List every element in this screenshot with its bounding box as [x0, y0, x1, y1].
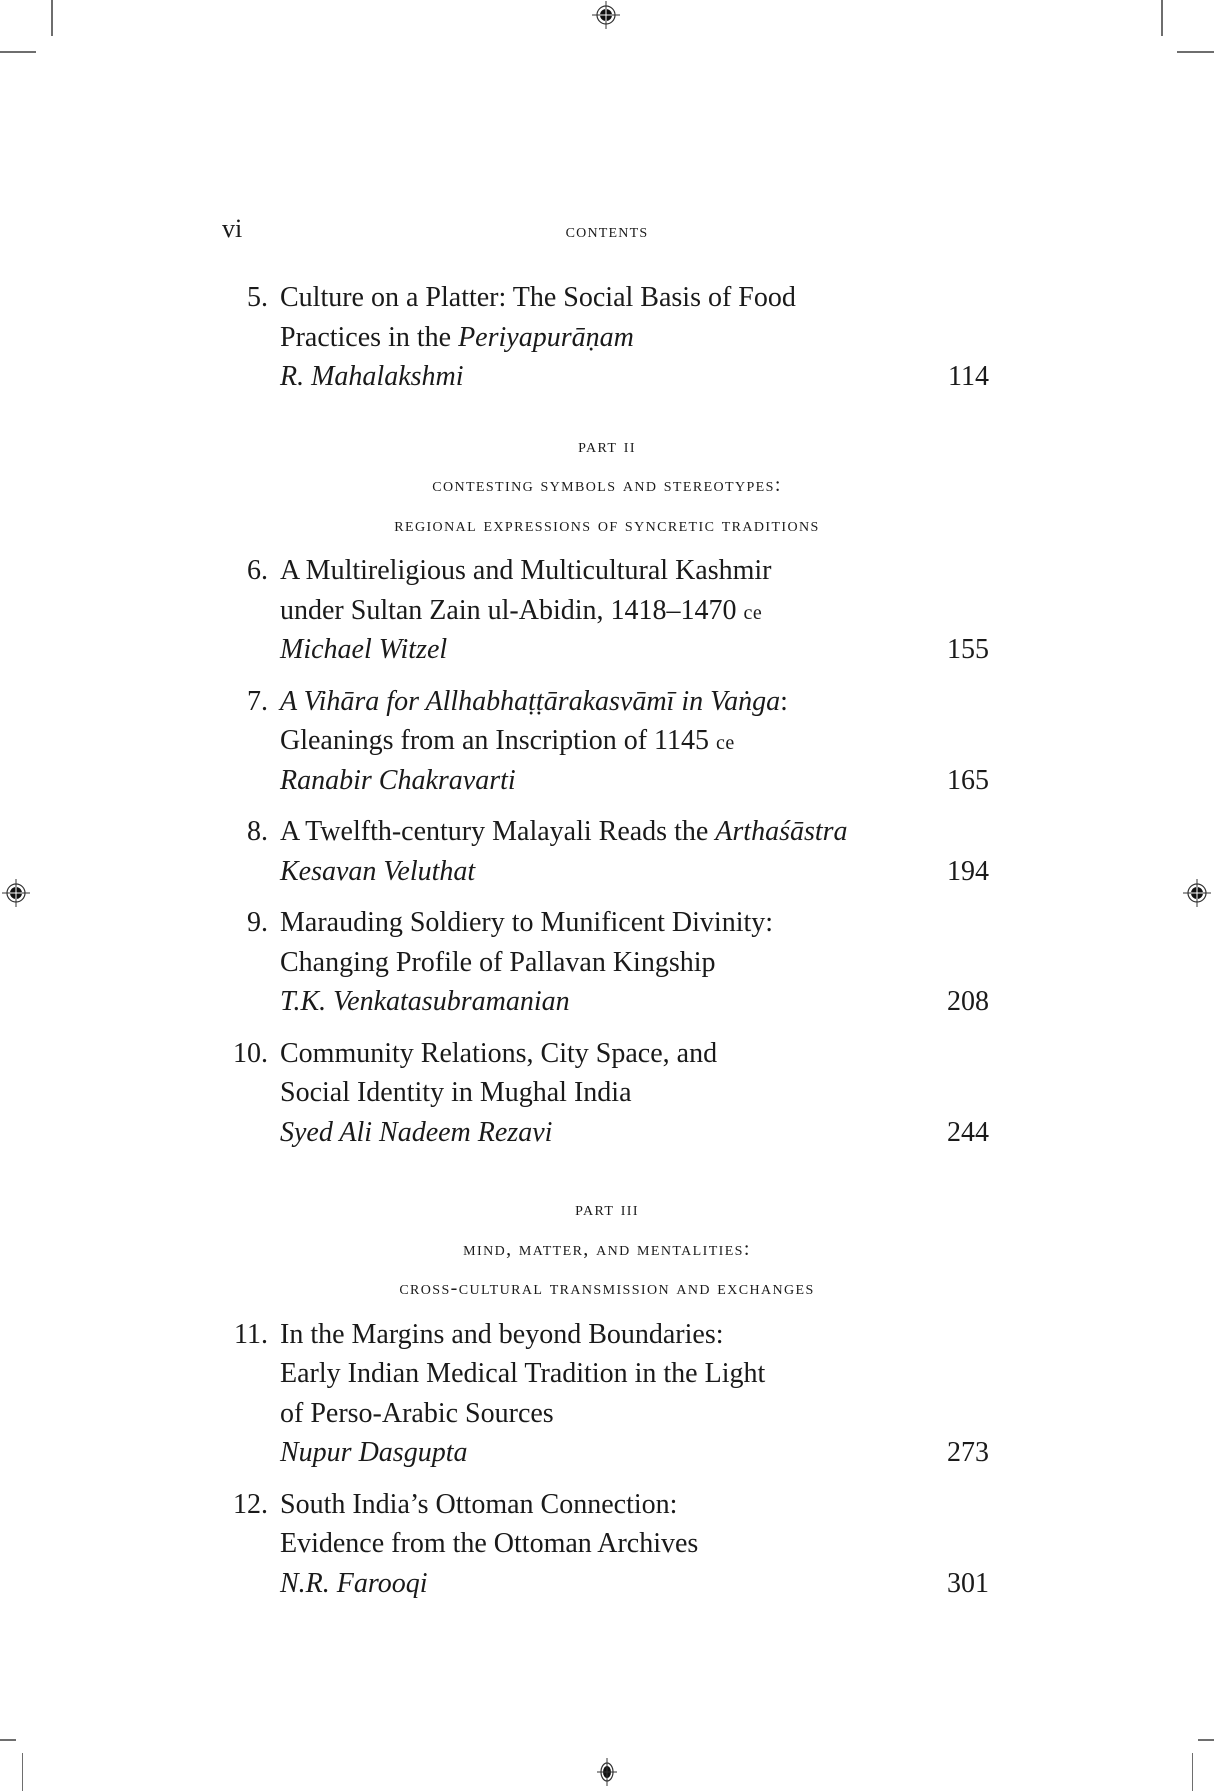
entry-title-line: Gleanings from an Inscription of 1145 ce [280, 725, 735, 756]
entry-number: 10. [233, 1037, 268, 1069]
entry-title-line: Evidence from the Ottoman Archives [280, 1528, 699, 1559]
crop-mark-bottom-left-horizontal [0, 1739, 16, 1741]
entry-title-line: Changing Profile of Pallavan Kingship [280, 946, 716, 978]
entry-title-line: In the Margins and beyond Boundaries: [280, 1318, 724, 1350]
crop-mark-top-right-horizontal [1177, 51, 1214, 53]
entry-author: N.R. Farooqi [280, 1567, 428, 1599]
entry-author: Nupur Dasgupta [280, 1437, 468, 1468]
crop-mark-bottom-right-horizontal [1198, 1739, 1214, 1741]
part-label: part iii [575, 1198, 639, 1220]
entry-title-line: Marauding Soldiery to Munificent Divinity: [280, 907, 774, 938]
toc-entry[interactable] [0, 1034, 1214, 1153]
entry-author: Kesavan Veluthat [280, 855, 476, 887]
part-title-line: cross-cultural transmission and exchanges [399, 1277, 815, 1299]
entry-title-line: of Perso-Arabic Sources [280, 1397, 554, 1429]
crop-mark-top-left-vertical [51, 0, 53, 36]
table-of-contents [0, 278, 1214, 1615]
entry-page-number[interactable]: 165 [947, 764, 989, 796]
entry-title-line: under Sultan Zain ul-Abidin, 1418–1470 ce [280, 594, 763, 626]
registration-target-icon-bottom [593, 1758, 621, 1786]
entry-author: Syed Ali Nadeem Rezavi [280, 1116, 553, 1148]
entry-number: 7. [247, 685, 268, 717]
entry-title-line: South India’s Ottoman Connection: [280, 1488, 678, 1520]
entry-title-line: A Twelfth-century Malayali Reads the Arthaśāstra [280, 816, 848, 847]
entry-author: T.K. Venkatasubramanian [280, 986, 570, 1017]
entry-number: 8. [247, 816, 268, 847]
part-title-line: mind, matter, and mentalities: [463, 1237, 751, 1260]
entry-title-line: A Multireligious and Multicultural Kashmir [280, 555, 772, 586]
toc-entry[interactable] [0, 1485, 1214, 1604]
entry-title-line: Community Relations, City Space, and [280, 1037, 718, 1069]
crop-mark-top-left-horizontal [0, 51, 36, 53]
running-head [0, 212, 1214, 246]
toc-entry[interactable] [0, 812, 1214, 891]
entry-page-number[interactable]: 114 [948, 361, 989, 392]
registration-target-icon-top [592, 1, 620, 29]
entry-title-line: Practices in the Periyapurāṇam [280, 321, 634, 353]
entry-number: 9. [247, 907, 268, 938]
entry-title-line: Early Indian Medical Tradition in the Light [280, 1358, 766, 1389]
entry-author: Michael Witzel [280, 634, 448, 665]
entry-number: 11. [234, 1318, 268, 1350]
part-heading-ii [0, 427, 1214, 546]
entry-number: 6. [247, 555, 268, 586]
running-head-title: contents [565, 220, 649, 242]
toc-entry[interactable] [0, 278, 1214, 397]
entry-page-number[interactable]: 208 [947, 986, 989, 1017]
entry-page-number[interactable]: 273 [947, 1437, 989, 1468]
entry-page-number[interactable]: 301 [947, 1567, 989, 1599]
toc-entry[interactable] [0, 903, 1214, 1022]
entry-number: 12. [233, 1488, 268, 1520]
crop-mark-bottom-right-vertical [1192, 1753, 1193, 1791]
entry-author: R. Mahalakshmi [280, 361, 464, 392]
crop-mark-top-right-vertical [1161, 0, 1163, 36]
crop-mark-bottom-left-vertical [22, 1753, 23, 1791]
part-label: part ii [578, 434, 636, 457]
part-title-line: regional expressions of syncretic traditions [394, 513, 820, 536]
toc-entry[interactable] [0, 551, 1214, 670]
entry-author: Ranabir Chakravarti [280, 764, 516, 796]
entry-number: 5. [247, 282, 268, 313]
toc-entry[interactable] [0, 682, 1214, 801]
part-title-line: contesting symbols and stereotypes: [432, 474, 782, 496]
toc-entry[interactable] [0, 1315, 1214, 1473]
entry-title-line: Culture on a Platter: The Social Basis of Food [280, 282, 796, 313]
entry-page-number[interactable]: 194 [947, 855, 989, 887]
entry-page-number[interactable]: 155 [947, 634, 989, 665]
entry-title-line: A Vihāra for Allhabhaṭṭārakasvāmī in Vaṅga: [280, 685, 788, 717]
part-heading-iii [0, 1190, 1214, 1309]
entry-page-number[interactable]: 244 [947, 1116, 989, 1148]
entry-title-line: Social Identity in Mughal India [280, 1077, 632, 1108]
page-folio: vi [222, 214, 243, 243]
